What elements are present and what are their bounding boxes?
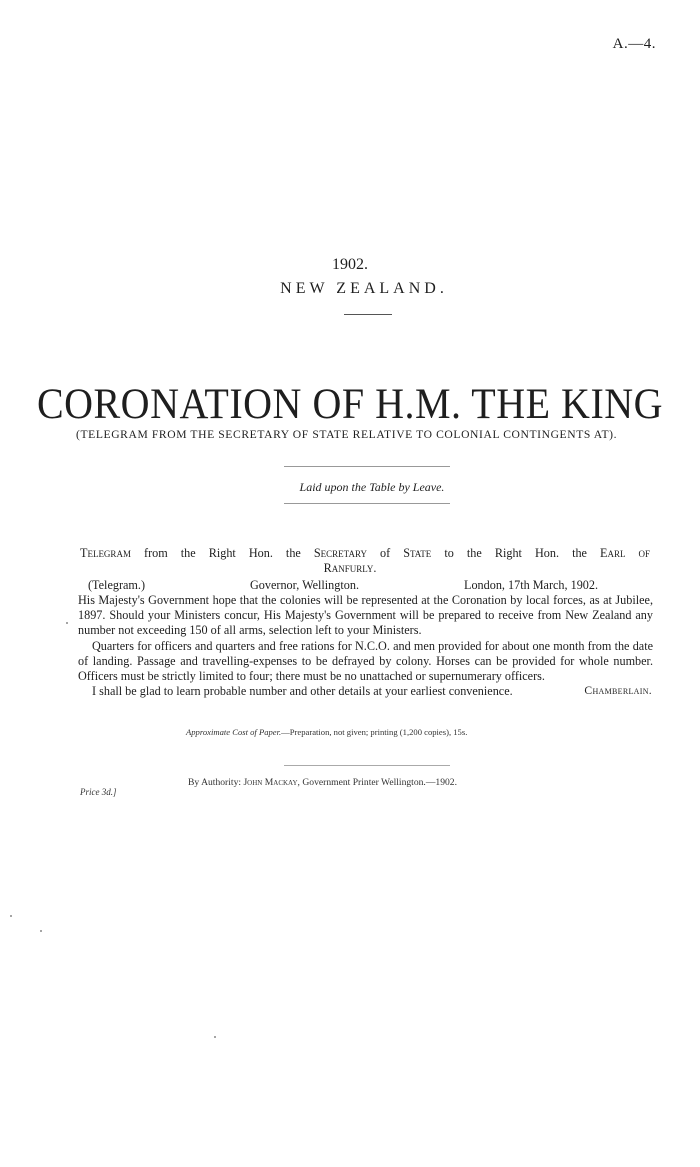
year: 1902. <box>332 256 368 273</box>
heading-word: State <box>403 546 432 560</box>
telegram-paragraph: His Majesty's Government hope that the colonies will be represented at the Coronation by local forces, as at Jubilee, 1897. Should your Ministers concur, His Majesty's Government will be prepared to receive from New Zealand any number not exceeding 150 of all arms, selection left to your Ministers. <box>78 593 653 638</box>
paper-speck <box>66 622 68 624</box>
telegram-heading <box>80 546 650 561</box>
heading-word: Telegram <box>80 546 131 560</box>
telegram-paragraph: Quarters for officers and quarters and free rations for N.C.O. and men provided for about one month from the date of landing. Passage and travelling-expenses to be defrayed by colony. Horses can be provided for whole number. Officers must be strictly limited to four; there must be no unattached or supernumerary officers. <box>78 638 653 684</box>
authority-prefix: By Authority: <box>188 777 242 788</box>
printer-name: John Mackay, <box>243 777 300 788</box>
telegram-type: (Telegram.) <box>88 578 146 592</box>
cost-text: —Preparation, not given; printing (1,200 copies), 15s. <box>281 727 468 737</box>
telegram-body <box>78 593 653 699</box>
divider-rule <box>284 765 450 766</box>
heading-word: Earl <box>600 546 626 560</box>
cost-note <box>186 727 586 737</box>
cost-label: Approximate Cost of Paper. <box>186 727 282 737</box>
document-subtitle: (TELEGRAM FROM THE SECRETARY OF STATE RELATIVE TO COLONIAL CONTINGENTS AT). <box>76 428 618 441</box>
telegram-heading-recipient: Ranfurly. <box>323 561 377 575</box>
document-title: CORONATION OF H.M. THE KING <box>36 379 664 428</box>
paper-speck <box>40 930 42 932</box>
telegram-recipient: Governor, Wellington. <box>250 578 359 592</box>
heading-word: of <box>638 546 651 560</box>
heading-word: from the Right Hon. the <box>144 546 301 560</box>
paper-speck <box>214 1036 216 1038</box>
authority-suffix: Government Printer Wellington.—1902. <box>302 777 458 788</box>
heading-word: of <box>380 546 391 560</box>
paper-speck <box>10 915 12 917</box>
paper-number: A.—4. <box>612 36 656 52</box>
country: NEW ZEALAND. <box>280 280 448 297</box>
telegram-paragraph: I shall be glad to learn probable number and other details at your earliest convenience. <box>92 684 513 699</box>
telegram-origin-date: London, 17th March, 1902. <box>464 578 599 592</box>
printer-authority <box>188 777 588 788</box>
divider-rule <box>284 503 450 504</box>
signature: Chamberlain. <box>584 684 652 697</box>
heading-word: to the Right Hon. the <box>444 546 587 560</box>
heading-word: Secretary <box>313 546 367 560</box>
price: Price 3d.] <box>80 787 117 797</box>
divider-rule <box>344 314 392 315</box>
divider-rule <box>284 466 450 467</box>
laid-notice: Laid upon the Table by Leave. <box>299 480 445 494</box>
